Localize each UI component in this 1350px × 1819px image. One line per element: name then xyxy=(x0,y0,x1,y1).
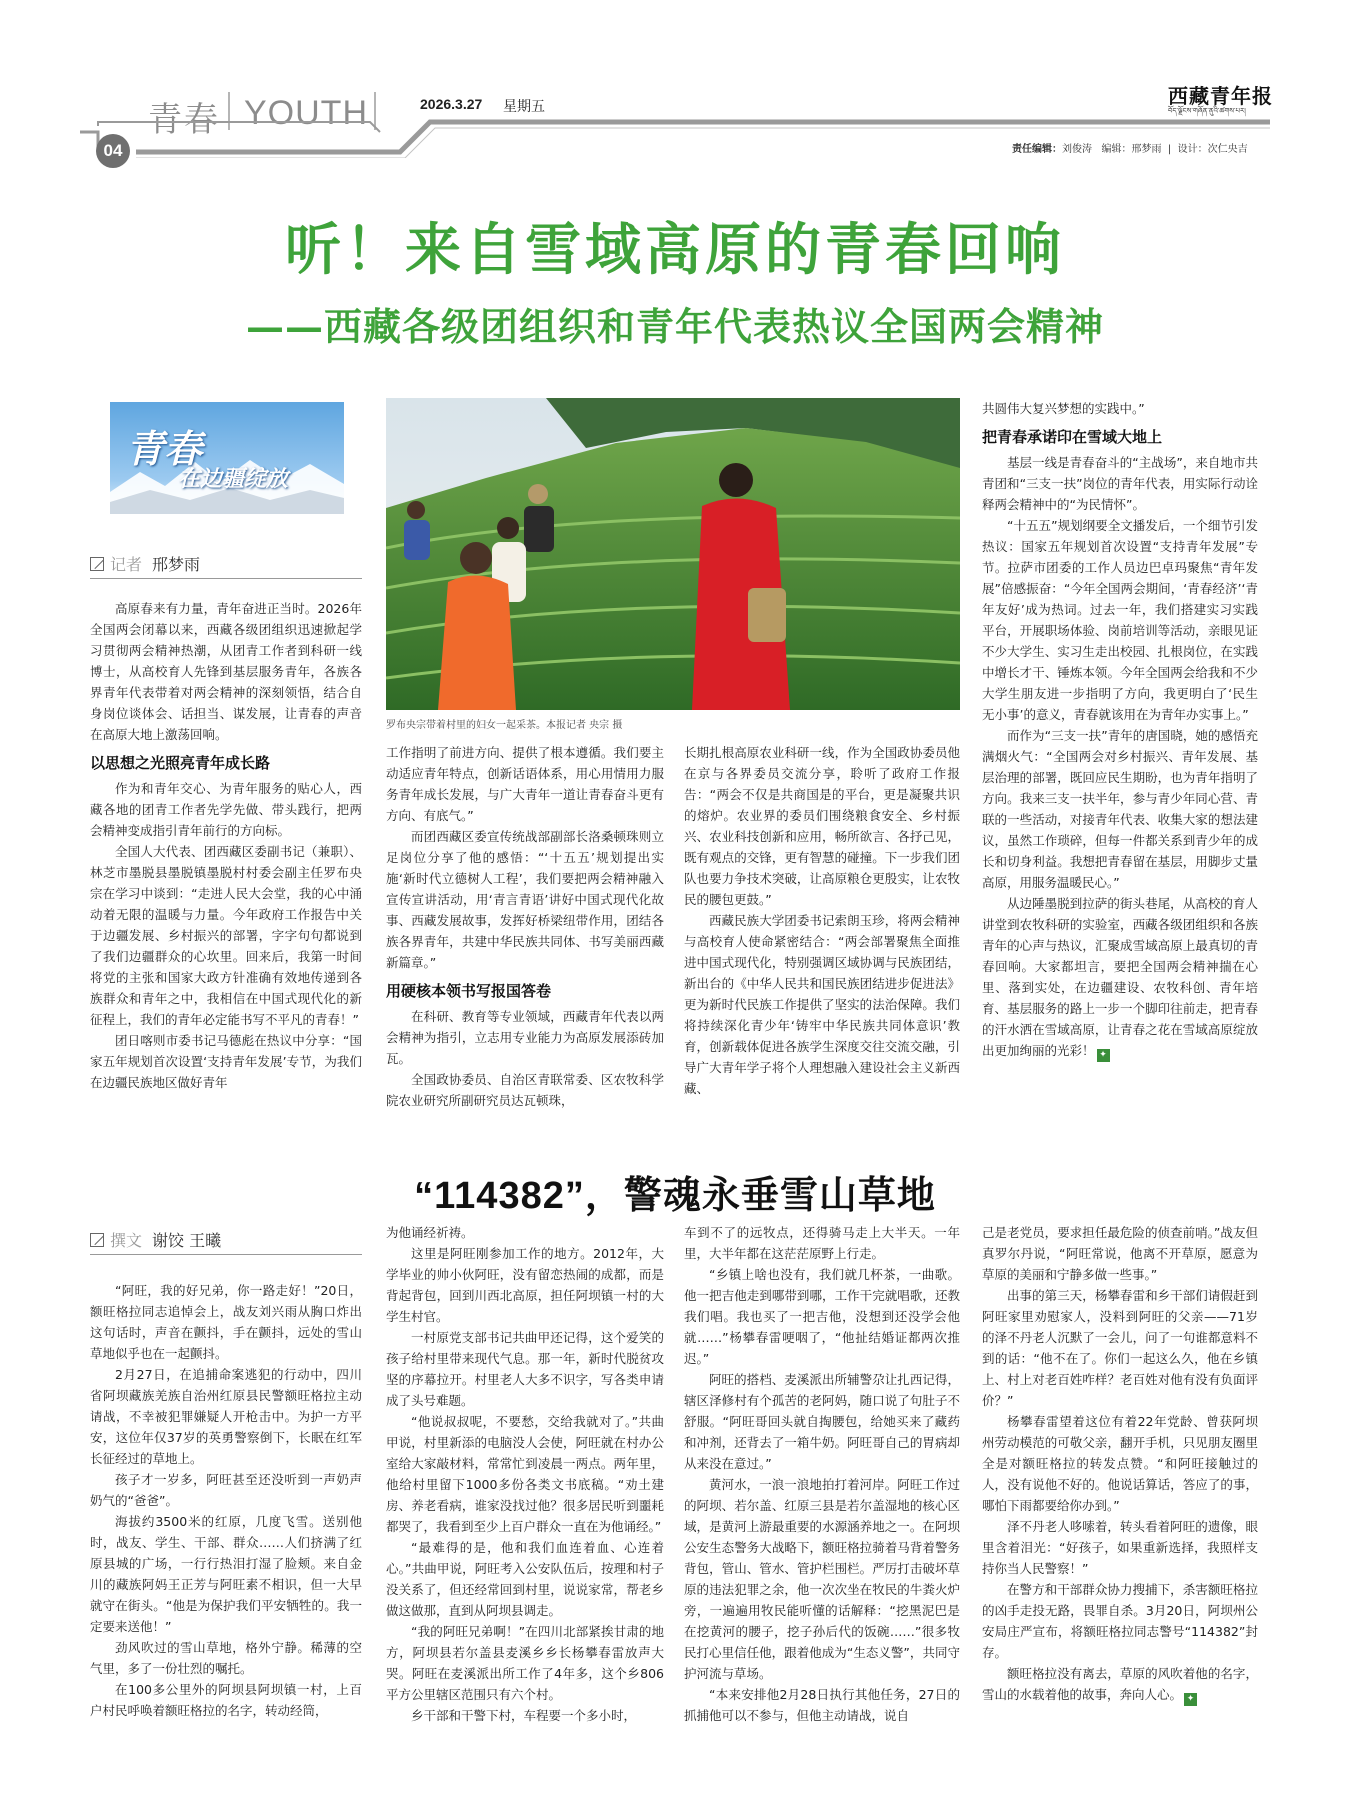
paragraph: 2月27日，在追捕命案逃犯的行动中，四川省阿坝藏族羌族自治州红原县民警额旺格拉主动请战，不幸被犯罪嫌疑人开枪击中。为护一方平安，这位年仅37岁的英勇警察倒下，长眠在红军长征经过的草地上。 xyxy=(90,1367,362,1466)
paragraph: “十五五”规划纲要全文播发后，一个细节引发热议：国家五年规划首次设置“支持青年发展”专节。拉萨市团委的工作人员边巴卓玛聚焦“青年发展”倍感振奋：“今年全国两会期间，‘青春经济’‘青年友好’成为热词。过去一年，我们搭建实习实践平台，开展职场体验、岗前培训等活动，亲眼见证不少大学生、实习生走出校园、扎根岗位，在实践中增长才干、锤炼本领。今年全国两会给我和不少大学生朋友进一步指明了方向，我更明白了‘民生无小事’的意义，青春就该用在为青年办实事上。” xyxy=(982,518,1258,722)
editor-name: 次仁央吉 xyxy=(1207,144,1248,155)
paragraph: 长期扎根高原农业科研一线，作为全国政协委员他在京与各界委员交流分享，聆听了政府工作报告：“两会不仅是共商国是的平台，更是凝聚共识的熔炉。农业界的委员们围绕粮食安全、乡村振兴、农业科技创新和应用，畅所欲言、各抒己见，既有观点的交锋，更有智慧的碰撞。下一步我们团队也要力争技术突破，让高原粮仓更殷实，让农牧民的腰包更鼓。” xyxy=(684,745,960,907)
byline-role: 撰文 xyxy=(110,1231,143,1250)
paragraph: 阿旺的搭档、麦溪派出所辅警尕让扎西记得，辖区泽修村有个孤苦的老阿妈，随口说了句肚子不舒服。“阿旺哥回头就自掏腰包，给她买来了藏药和冲剂，还背去了一箱牛奶。阿旺哥自己的胃病却从来没在意过。” xyxy=(684,1372,960,1471)
pen-icon xyxy=(90,557,104,571)
paragraph: 劲风吹过的雪山草地，格外宁静。稀薄的空气里，多了一份壮烈的嘱托。 xyxy=(90,1640,362,1676)
section-heading: 以思想之光照亮青年成长路 xyxy=(90,754,271,772)
editors-credit: 责任编辑：刘俊涛 编辑：邢梦雨 | 设计：次仁央吉 xyxy=(1012,144,1248,155)
paragraph: 杨攀春雷望着这位有着22年党龄、曾获阿坝州劳动模范的可敬父亲，翻开手机，只见朋友圈里全是对额旺格拉的转发点赞。“和阿旺接触过的人，没有说他不好的。他说话算话，答应了的事，哪怕下雨都要给你办到。” xyxy=(982,1414,1258,1513)
byline-rule xyxy=(90,578,362,579)
paragraph: 泽不丹老人哆嗦着，转头看着阿旺的遗像，眼里含着泪光：“好孩子，如果重新选择，我照样支持你当人民警察！” xyxy=(982,1519,1258,1576)
paragraph xyxy=(982,1663,1258,1706)
paragraph: 己是老党员，要求担任最危险的侦查前哨。”战友但真罗尔丹说，“阿旺常说，他离不开草原，愿意为草原的美丽和宁静多做一些事。” xyxy=(982,1225,1258,1282)
paragraph: 全国人大代表、团西藏区委副书记（兼职）、林芝市墨脱县墨脱镇墨脱村村委会副主任罗布央宗在学习中谈到：“走进人民大会堂，我的心中涌动着无限的温暖与力量。今年政府工作报告中关于边疆发展、乡村振兴的部署，字字句句都说到了我们边疆群众的心坎里。回来后，我第一时间将党的主张和国家大政方针准确有效地传递到各族群众和青年之中，我相信在中国式现代化的新征程上，我们的青年必定能书写不平凡的青春！” xyxy=(90,844,362,1027)
newspaper-brand-tibetan: བོད་ལྗོངས་གཞོན་ནུའི་ཚགས་པར། xyxy=(1168,107,1246,115)
paragraph: 西藏民族大学团委书记索朗玉珍，将两会精神与高校育人使命紧密结合：“两会部署聚焦全面推进中国式现代化，特别强调区域协调与民族团结，新出台的《中华人民共和国民族团结进步促进法》更为新时代民族工作提供了坚实的法治保障。我们将持续深化青少年‘铸牢中华民族共同体意识’教育，创新载体促进各族学生深度交往交流交融，引导广大青年学子将个人理想融入建设社会主义新西藏、 xyxy=(684,913,960,1096)
logo-text-frontier: 在边疆绽放 xyxy=(178,466,289,492)
article1-column-3 xyxy=(684,742,960,1172)
article1-column-1 xyxy=(90,598,362,1172)
paragraph: 高原春来有力量，青年奋进正当时。2026年全国两会闭幕以来，西藏各级团组织迅速掀起学习贯彻两会精神热潮，从团青工作者到科研一线博士，从高校育人先锋到基层服务青年，各族各界青年代表带着对两会精神的深刻领悟，结合自身岗位谈体会、话担当、谋发展，让青春的声音在高原大地上激荡回响。 xyxy=(90,601,362,742)
paragraph: 而团西藏区委宣传统战部副部长洛桑顿珠则立足岗位分享了他的感悟：“‘十五五’规划提出实施‘新时代立德树人工程’，我们要把两会精神融入宣传宣讲活动，用‘青言青语’讲好中国式现代化故事、西藏发展故事，发挥好桥梁纽带作用，团结各族各界青年，共建中华民族共同体、书写美丽西藏新篇章。” xyxy=(386,829,664,970)
editor-label: 编辑： xyxy=(1101,144,1132,155)
paragraph: 海拔约3500米的红原，几度飞雪。送别他时，战友、学生、干部、群众……人们挤满了红原县城的广场，一行行热泪打湿了脸颊。来自金川的藏族阿妈王正芳与阿旺素不相识，但一大早就守在街头。“他是为保护我们平安牺牲的。我一定要来送他！” xyxy=(90,1514,362,1634)
paragraph: 共圆伟大复兴梦想的实践中。” xyxy=(982,401,1145,416)
section-name-en: YOUTH xyxy=(244,94,368,132)
byline xyxy=(90,552,200,575)
paragraph-text: 额旺格拉没有离去，草原的风吹着他的名字，雪山的水载着他的故事，奔向人心。 xyxy=(982,1666,1258,1702)
logo-text-youth: 青春 xyxy=(126,426,203,471)
article2-column-3 xyxy=(684,1222,960,1800)
paragraph xyxy=(982,893,1258,1062)
paragraph: “阿旺，我的好兄弟，你一路走好！”20日，额旺格拉同志追悼会上，战友刘兴雨从胸口炸出这句话时，声音在颤抖，手在颤抖，远处的雪山草地似乎也在一起颤抖。 xyxy=(90,1283,362,1361)
tea-picking-photo xyxy=(386,398,960,710)
paragraph: 为他诵经祈祷。 xyxy=(386,1225,474,1240)
paragraph: 在100多公里外的阿坝县阿坝镇一村，上百户村民呼唤着额旺格拉的名字，转动经筒， xyxy=(90,1682,362,1718)
paragraph: 乡干部和干警下村，车程要一个多小时， xyxy=(411,1708,637,1723)
editor-label: 责任编辑： xyxy=(1012,144,1062,155)
article1-column-2 xyxy=(386,742,664,1172)
paragraph: “乡镇上啥也没有，我们就几杯茶，一曲歌。他一把吉他走到哪带到哪，工作干完就唱歌，还教我们唱。我也买了一把吉他，没想到还没学会他就……”杨攀春雷哽咽了，“他扯结婚证都两次推迟。” xyxy=(684,1267,960,1366)
article2-column-2 xyxy=(386,1222,664,1800)
paragraph: 作为和青年交心、为青年服务的贴心人，西藏各地的团青工作者先学先做、带头践行，把两会精神变成指引青年前行的方向标。 xyxy=(90,781,362,838)
byline xyxy=(90,1228,221,1251)
paragraph: 一村原党支部书记共曲甲还记得，这个爱笑的孩子给村里带来现代气息。那一年，新时代脱贫攻坚的序幕拉开。村里老人大多不识字，写各类申请成了头号难题。 xyxy=(386,1330,664,1408)
section-heading: 把青春承诺印在雪域大地上 xyxy=(982,428,1163,446)
section-name-cn: 青春 xyxy=(148,100,220,140)
byline-name: 邢梦雨 xyxy=(152,555,201,574)
paragraph: 黄河水，一浪一浪地拍打着河岸。阿旺工作过的阿坝、若尔盖、红原三县是若尔盖湿地的核心区域，是黄河上游最重要的水源涵养地之一。在阿坝公安生态警务大战略下，额旺格拉骑着马背着警务背包，管山、管水、管护栏围栏。严厉打击破坏草原的违法犯罪之余，他一次次坐在牧民的牛粪火炉旁，一遍遍用牧民能听懂的话解释：“挖黑泥巴是在挖黄河的腰子，挖子孙后代的饭碗……”很多牧民打心里信任他，跟着他成为“生态义警”，共同守护河流与草场。 xyxy=(684,1477,960,1681)
pen-icon xyxy=(90,1233,104,1247)
editor-label: 设计： xyxy=(1177,144,1208,155)
paragraph: 孩子才一岁多，阿旺甚至还没听到一声奶声奶气的“爸爸”。 xyxy=(90,1472,362,1508)
paragraph: 工作指明了前进方向、提供了根本遵循。我们要主动适应青年特点，创新话语体系，用心用情用力服务青年成长发展，与广大青年一道让青春奋斗更有方向、有底气。” xyxy=(386,745,664,823)
page-number: 04 xyxy=(96,134,130,168)
article2-column-4 xyxy=(982,1222,1258,1800)
newspaper-brand: 西藏青年报 xyxy=(1168,84,1273,108)
byline-role: 记者 xyxy=(110,555,143,574)
byline-name: 谢饺 王曦 xyxy=(152,1231,222,1250)
paragraph: 而作为“三支一扶”青年的唐国晓，她的感悟充满烟火气：“全国两会对乡村振兴、青年发展、基层治理的部署，既回应民生期盼，也为青年指明了方向。我来三支一扶半年，参与青少年同心营、青联的一些活动，对接青年代表、收集大家的想法建议，虽然工作琐碎，但每一件都关系到青少年的成长和切身利益。我想把青春留在基层，用脚步丈量高原，用服务温暖民心。” xyxy=(982,728,1258,890)
second-headline: “114382”，警魂永垂雪山草地 xyxy=(414,1175,936,1217)
issue-weekday: 星期五 xyxy=(503,99,545,115)
paragraph: 这里是阿旺刚参加工作的地方。2012年，大学毕业的帅小伙阿旺，没有留恋热闹的成都，而是背起背包，回到川西北高原，担任阿坝镇一村的大学生村官。 xyxy=(386,1246,664,1324)
paragraph: 基层一线是青春奋斗的“主战场”，来自地市共青团和“三支一扶”岗位的青年代表，用实际行动诠释两会精神中的“为民情怀”。 xyxy=(982,455,1258,512)
paragraph-text: 从边陲墨脱到拉萨的街头巷尾，从高校的育人讲堂到农牧科研的实验室，西藏各级团组织和各族青年的心声与热议，汇聚成雪域高原上最真切的青春回响。大家都坦言，要把全国两会精神揣在心里、落到实处，在边疆建设、农牧科创、青年培育、基层服务的路上一步一个脚印往前走，把青春的汗水洒在雪域高原，让青春之花在雪域高原绽放出更加绚丽的光彩！ xyxy=(982,896,1258,1058)
end-mark-icon: ✦ xyxy=(1097,1049,1110,1062)
end-mark-icon: ✦ xyxy=(1184,1693,1197,1706)
paragraph: 在科研、教育等专业领域，西藏青年代表以两会精神为指引，立志用专业能力为高原发展添砖加瓦。 xyxy=(386,1009,664,1066)
paragraph: “最难得的是，他和我们血连着血、心连着心。”共曲甲说，阿旺考入公安队伍后，按理和村子没关系了，但还经常回到村里，说说家常，帮老乡做这做那，直到从阿坝县调走。 xyxy=(386,1540,664,1618)
paragraph: 全国政协委员、自治区青联常委、区农牧科学院农业研究所副研究员达瓦顿珠， xyxy=(386,1072,664,1108)
paragraph: “我的阿旺兄弟啊！”在四川北部紧挨甘肃的地方，阿坝县若尔盖县麦溪乡乡长杨攀春雷放声大哭。阿旺在麦溪派出所工作了4年多，这个乡806平方公里辖区范围只有六个村。 xyxy=(386,1624,664,1702)
paragraph: 出事的第三天，杨攀春雷和乡干部们请假赶到阿旺家里劝慰家人，没料到阿旺的父亲——71岁的泽不丹老人沉默了一会儿，问了一句谁都意料不到的话：“他不在了。你们一起这么久，他在乡镇上、村上对老百姓咋样？老百姓对他有没有负面评价？” xyxy=(982,1288,1258,1408)
section-heading: 用硬核本领书写报国答卷 xyxy=(386,982,552,1000)
paragraph: “他说叔叔呢，不要愁，交给我就对了。”共曲甲说，村里新添的电脑没人会使，阿旺就在村办公室给大家敲材料，常常忙到凌晨一两点。两年里，他给村里留下1000多份各类文书底稿。“劝土建房、养老看病，谁家没找过他？很多居民听到噩耗都哭了，我看到至少上百户群众一直在为他诵经。” xyxy=(386,1414,664,1534)
paragraph: 团日喀则市委书记马德彪在热议中分享：“国家五年规划首次设置‘支持青年发展’专节，为我们在边疆民族地区做好青年 xyxy=(90,1033,362,1090)
article2-column-1 xyxy=(90,1280,362,1800)
paragraph: 车到不了的远牧点，还得骑马走上大半天。一年里，大半年都在这茫茫原野上行走。 xyxy=(684,1225,960,1261)
paragraph: 在警方和干部群众协力搜捕下，杀害额旺格拉的凶手走投无路，畏罪自杀。3月20日，阿坝州公安局庄严宣布，将额旺格拉同志警号“114382”封存。 xyxy=(982,1582,1258,1660)
photo-caption: 罗布央宗带着村里的妇女一起采茶。本报记者 央宗 摄 xyxy=(386,720,623,731)
editor-name: 邢梦雨 xyxy=(1131,144,1162,155)
paragraph: “本来安排他2月28日执行其他任务，27日的抓捕他可以不参与，但他主动请战，说自 xyxy=(684,1687,960,1723)
editor-name: 刘俊涛 xyxy=(1062,144,1092,155)
issue-date: 2026.3.27 xyxy=(420,96,483,112)
main-headline: 听！来自雪域高原的青春回响 xyxy=(285,218,1065,283)
main-subheadline: ——西藏各级团组织和青年代表热议全国两会精神 xyxy=(245,304,1104,349)
article1-column-4 xyxy=(982,398,1258,1172)
byline-rule xyxy=(90,1254,362,1255)
